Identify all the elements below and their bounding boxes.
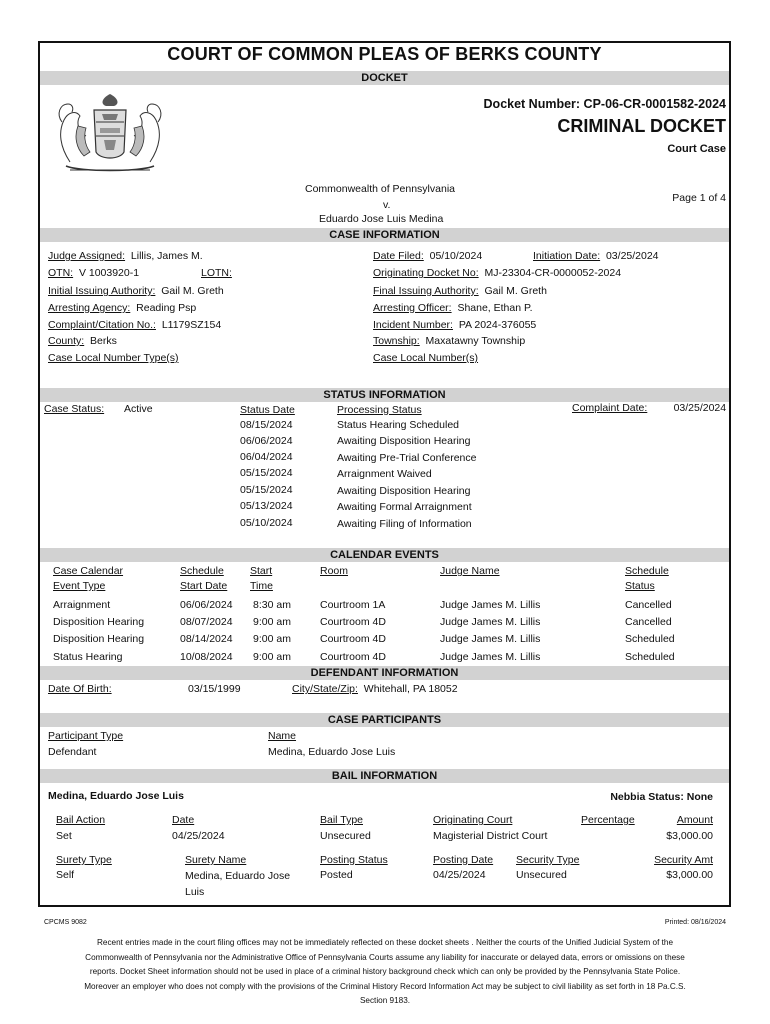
- h-schedule-2: Schedule: [625, 565, 669, 577]
- status-row: 05/13/2024: [240, 500, 293, 512]
- bail-amount: $3,000.00: [666, 830, 713, 842]
- caption-defendant: Eduardo Jose Luis Medina: [319, 213, 444, 225]
- caption-plaintiff: Commonwealth of Pennsylvania: [305, 183, 455, 195]
- cal-room: Courtroom 4D: [320, 616, 386, 628]
- status-row: 08/15/2024: [240, 419, 293, 431]
- case-local-number-type: Case Local Number Type(s): [48, 352, 179, 364]
- status-information-bar: STATUS INFORMATION: [40, 388, 729, 402]
- complaint-date: Complaint Date: 03/25/2024: [572, 402, 727, 414]
- nebbia-status: Nebbia Status: None: [610, 791, 713, 803]
- pennsylvania-seal-icon: [50, 92, 170, 174]
- initial-issuing-authority: Initial Issuing Authority: Gail M. Greth: [48, 285, 224, 297]
- posting-date: 04/25/2024: [433, 869, 486, 881]
- security-type: Unsecured: [516, 869, 567, 881]
- bail-person: Medina, Eduardo Jose Luis: [48, 790, 184, 802]
- cal-event: Disposition Hearing: [53, 633, 145, 645]
- status-date-header: Status Date: [240, 404, 295, 416]
- h-security-type: Security Type: [516, 854, 580, 866]
- cal-date: 08/07/2024: [180, 616, 233, 628]
- status-row-text: Awaiting Disposition Hearing: [337, 435, 471, 447]
- bail-information-bar: BAIL INFORMATION: [40, 769, 729, 783]
- docket-bar: DOCKET: [40, 71, 729, 85]
- cal-judge: Judge James M. Lillis: [440, 599, 541, 611]
- participant-name-header: Name: [268, 730, 297, 742]
- h-security-amt: Security Amt: [654, 854, 713, 866]
- cal-event: Arraignment: [53, 599, 111, 611]
- bail-action: Set: [56, 830, 72, 842]
- form-id: CPCMS 9082: [44, 919, 87, 926]
- status-row-text: Awaiting Filing of Information: [337, 518, 472, 530]
- originating-docket: Originating Docket No: MJ-23304-CR-0000052-2024: [373, 267, 622, 279]
- h-event-type: Event Type: [53, 580, 106, 592]
- surety-type: Self: [56, 869, 75, 881]
- status-row: 06/04/2024: [240, 451, 293, 463]
- surety-name-line2: Luis: [185, 886, 205, 898]
- h-start: Start: [250, 565, 273, 577]
- cal-room: Courtroom 1A: [320, 599, 386, 611]
- cal-judge: Judge James M. Lillis: [440, 616, 541, 628]
- cal-status: Cancelled: [625, 616, 672, 628]
- defendant-information-bar: DEFENDANT INFORMATION: [40, 666, 729, 680]
- case-local-number: Case Local Number(s): [373, 352, 479, 364]
- final-issuing-authority: Final Issuing Authority: Gail M. Greth: [373, 285, 547, 297]
- court-title: COURT OF COMMON PLEAS OF BERKS COUNTY: [167, 44, 602, 64]
- h-judge-name: Judge Name: [440, 565, 500, 577]
- cal-status: Scheduled: [625, 651, 675, 663]
- participant-type: Defendant: [48, 746, 97, 758]
- date-filed: Date Filed: 05/10/2024: [373, 250, 483, 262]
- calendar-events-bar: CALENDAR EVENTS: [40, 548, 729, 562]
- h-posting-status: Posting Status: [320, 854, 388, 866]
- initiation-date: Initiation Date: 03/25/2024: [533, 250, 659, 262]
- status-row: 05/15/2024: [240, 467, 293, 479]
- cal-date: 10/08/2024: [180, 651, 233, 663]
- originating-court: Magisterial District Court: [433, 830, 548, 842]
- cal-time: 9:00 am: [253, 651, 291, 663]
- status-row-text: Awaiting Formal Arraignment: [337, 501, 472, 513]
- complaint-citation: Complaint/Citation No.: L1179SZ154: [48, 319, 222, 331]
- h-surety-type: Surety Type: [56, 854, 112, 866]
- incident-number: Incident Number: PA 2024-376055: [373, 319, 537, 331]
- h-room: Room: [320, 565, 349, 577]
- h-case-calendar: Case Calendar: [53, 565, 124, 577]
- h-bail-type: Bail Type: [320, 814, 363, 826]
- status-row: 06/06/2024: [240, 435, 293, 447]
- case-status: Case Status: Active: [44, 403, 153, 415]
- docket-number: Docket Number: CP-06-CR-0001582-2024: [483, 97, 726, 111]
- h-posting-date: Posting Date: [433, 854, 494, 866]
- cal-event: Status Hearing: [53, 651, 123, 663]
- h-status: Status: [625, 580, 655, 592]
- h-schedule: Schedule: [180, 565, 224, 577]
- docket-type: CRIMINAL DOCKET: [557, 116, 726, 136]
- county: County: Berks: [48, 335, 117, 347]
- cal-time: 9:00 am: [253, 616, 291, 628]
- h-percentage: Percentage: [581, 814, 635, 826]
- city-state-zip: City/State/Zip: Whitehall, PA 18052: [292, 683, 458, 695]
- arresting-officer: Arresting Officer: Shane, Ethan P.: [373, 302, 533, 314]
- cal-room: Courtroom 4D: [320, 651, 386, 663]
- status-row-text: Arraignment Waived: [337, 468, 432, 480]
- cal-date: 06/06/2024: [180, 599, 233, 611]
- h-bail-action: Bail Action: [56, 814, 106, 826]
- case-information-bar: CASE INFORMATION: [40, 228, 729, 242]
- cal-judge: Judge James M. Lillis: [440, 651, 541, 663]
- security-amount: $3,000.00: [666, 869, 713, 881]
- h-bail-date: Date: [172, 814, 195, 826]
- cal-event: Disposition Hearing: [53, 616, 145, 628]
- cal-time: 8:30 am: [253, 599, 291, 611]
- h-originating-court: Originating Court: [433, 814, 513, 826]
- status-row: 05/10/2024: [240, 517, 293, 529]
- printed-date: Printed: 08/16/2024: [664, 919, 726, 926]
- lotn-label: LOTN:: [201, 267, 232, 279]
- case-kind: Court Case: [667, 143, 726, 155]
- h-time: Time: [250, 580, 273, 592]
- caption-v: v.: [383, 199, 391, 211]
- cal-room: Courtroom 4D: [320, 633, 386, 645]
- cal-date: 08/14/2024: [180, 633, 233, 645]
- status-row: 05/15/2024: [240, 484, 293, 496]
- cal-judge: Judge James M. Lillis: [440, 633, 541, 645]
- h-surety-name: Surety Name: [185, 854, 247, 866]
- disclaimer: Recent entries made in the court filing offices may not be immediately reflected on these docket sheets . Neither the courts of the Unified Judicial System of the Commonwealth of Pennsylvania nor the Administrative Office of Pennsylvania Courts assume any liability for inaccurate or delayed data, errors or omissions on these reports. Docket Sheet information should not be used in place of a criminal history background check which can only be provided by the Pennsylvania State Police. Moreover an employer who does not comply with the provisions of the Criminal History Record Information Act may be subject to civil liability as set forth in 18 Pa.C.S. Section 9183.: [84, 938, 686, 1006]
- surety-name-line1: Medina, Eduardo Jose: [185, 870, 291, 882]
- status-row-text: Awaiting Pre-Trial Conference: [337, 452, 477, 464]
- arresting-agency: Arresting Agency: Reading Psp: [48, 302, 197, 314]
- otn: OTN: V 1003920-1: [48, 267, 140, 279]
- processing-status-header: Processing Status: [337, 404, 422, 416]
- bail-date: 04/25/2024: [172, 830, 225, 842]
- dob-label: Date Of Birth:: [48, 683, 112, 695]
- page-indicator: Page 1 of 4: [672, 192, 726, 204]
- status-row-text: Awaiting Disposition Hearing: [337, 485, 471, 497]
- cal-status: Scheduled: [625, 633, 675, 645]
- township: Township: Maxatawny Township: [373, 335, 526, 347]
- h-start-date: Start Date: [180, 580, 228, 592]
- h-amount: Amount: [676, 814, 713, 826]
- participant-type-header: Participant Type: [48, 730, 124, 742]
- cal-time: 9:00 am: [253, 633, 291, 645]
- participant-name: Medina, Eduardo Jose Luis: [268, 746, 396, 758]
- bail-type: Unsecured: [320, 830, 371, 842]
- dob-value: 03/15/1999: [188, 683, 241, 695]
- posting-status: Posted: [320, 869, 353, 881]
- case-participants-bar: CASE PARTICIPANTS: [40, 713, 729, 727]
- judge-assigned: Judge Assigned: Lillis, James M.: [48, 250, 203, 262]
- status-row-text: Status Hearing Scheduled: [337, 419, 459, 431]
- cal-status: Cancelled: [625, 599, 672, 611]
